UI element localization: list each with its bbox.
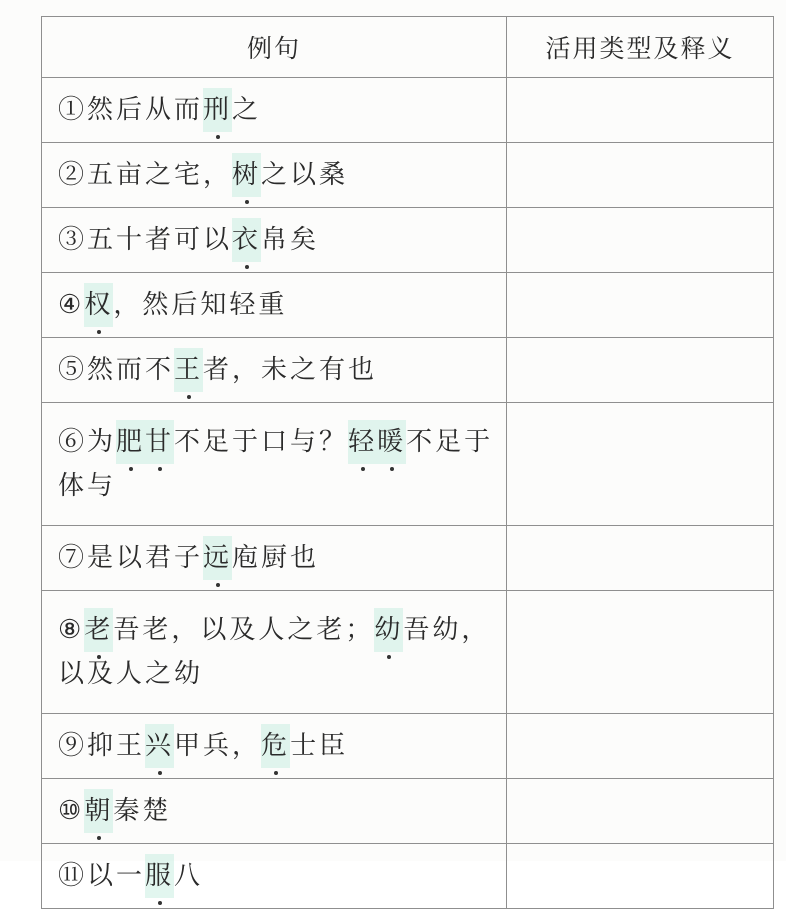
table-row: [42, 273, 774, 338]
key-character: 甘: [145, 420, 174, 464]
table-row: [42, 526, 774, 591]
key-character: 暖: [377, 420, 406, 464]
example-sentence-cell: [42, 591, 507, 714]
key-character: 服: [145, 854, 174, 898]
sentence-text: ⑧: [58, 615, 85, 645]
answer-cell[interactable]: [507, 714, 774, 779]
sentence-text: 庖厨也: [232, 543, 320, 573]
answer-cell[interactable]: [507, 273, 774, 338]
sentence-text: 八: [174, 861, 204, 891]
answer-cell[interactable]: [507, 78, 774, 143]
sentence-text: ⑨抑王: [58, 731, 146, 761]
table-row: [42, 78, 774, 143]
answer-cell[interactable]: [507, 844, 774, 909]
sentence-text: ⑩: [58, 796, 85, 826]
key-character: 幼: [374, 608, 403, 652]
sentence-text: ③五十者可以: [58, 225, 233, 255]
sentence-text: ⑪以一: [58, 861, 146, 891]
sentence-text: 甲兵，: [174, 731, 262, 761]
sentence-text: ②五亩之宅，: [58, 160, 233, 190]
table-row: [42, 338, 774, 403]
key-character: 远: [203, 536, 232, 580]
table-row: [42, 844, 774, 909]
sentence-text: ⑦是以君子: [58, 543, 204, 573]
answer-cell[interactable]: [507, 338, 774, 403]
sentence-text: ⑥为: [58, 427, 117, 457]
key-character: 衣: [232, 218, 261, 262]
table-row: [42, 143, 774, 208]
sentence-text: ④: [58, 290, 85, 320]
answer-cell[interactable]: [507, 779, 774, 844]
key-character: 兴: [145, 724, 174, 768]
answer-cell[interactable]: [507, 526, 774, 591]
example-sentence-cell: [42, 338, 507, 403]
sentence-text: 之以桑: [261, 160, 349, 190]
answer-cell[interactable]: [507, 403, 774, 526]
sentence-text: 不足于体与: [58, 427, 494, 501]
sentence-text: 士臣: [290, 731, 349, 761]
example-sentence-cell: [42, 403, 507, 526]
example-sentence-cell: [42, 779, 507, 844]
usage-table: [41, 16, 774, 909]
example-sentence-cell: [42, 844, 507, 909]
table-row: [42, 779, 774, 844]
example-sentence-cell: [42, 208, 507, 273]
sentence-text: 不足于口与？: [174, 427, 349, 457]
key-character: 老: [84, 608, 113, 652]
table-row: [42, 208, 774, 273]
key-character: 危: [261, 724, 290, 768]
table-row: [42, 714, 774, 779]
example-sentence-cell: [42, 526, 507, 591]
example-sentence-cell: [42, 714, 507, 779]
key-character: 刑: [203, 88, 232, 132]
sentence-text: ，然后知轻重: [113, 290, 288, 320]
answer-cell[interactable]: [507, 143, 774, 208]
sentence-text: 秦楚: [113, 796, 172, 826]
key-character: 权: [84, 283, 113, 327]
answer-cell[interactable]: [507, 591, 774, 714]
sentence-text: ①然后从而: [58, 95, 204, 125]
header-usage-type: 活用类型及释义: [507, 17, 774, 78]
example-sentence-cell: [42, 273, 507, 338]
header-example-sentence: 例句: [42, 17, 507, 78]
key-character: 朝: [84, 789, 113, 833]
sentence-text: 之: [232, 95, 262, 125]
header-row: [42, 17, 774, 78]
key-character: 王: [174, 348, 203, 392]
sentence-text: 者，未之有也: [203, 355, 378, 385]
key-character: 肥: [116, 420, 145, 464]
sentence-text: 帛矣: [261, 225, 320, 255]
key-character: 树: [232, 153, 261, 197]
sentence-text: 吾老，以及人之老；: [113, 615, 375, 645]
example-sentence-cell: [42, 143, 507, 208]
answer-cell[interactable]: [507, 208, 774, 273]
table-row: [42, 591, 774, 714]
sentence-text: ⑤然而不: [58, 355, 175, 385]
example-sentence-cell: [42, 78, 507, 143]
sentence-text: 吾幼，以及人之幼: [58, 615, 491, 689]
table-row: [42, 403, 774, 526]
key-character: 轻: [348, 420, 377, 464]
